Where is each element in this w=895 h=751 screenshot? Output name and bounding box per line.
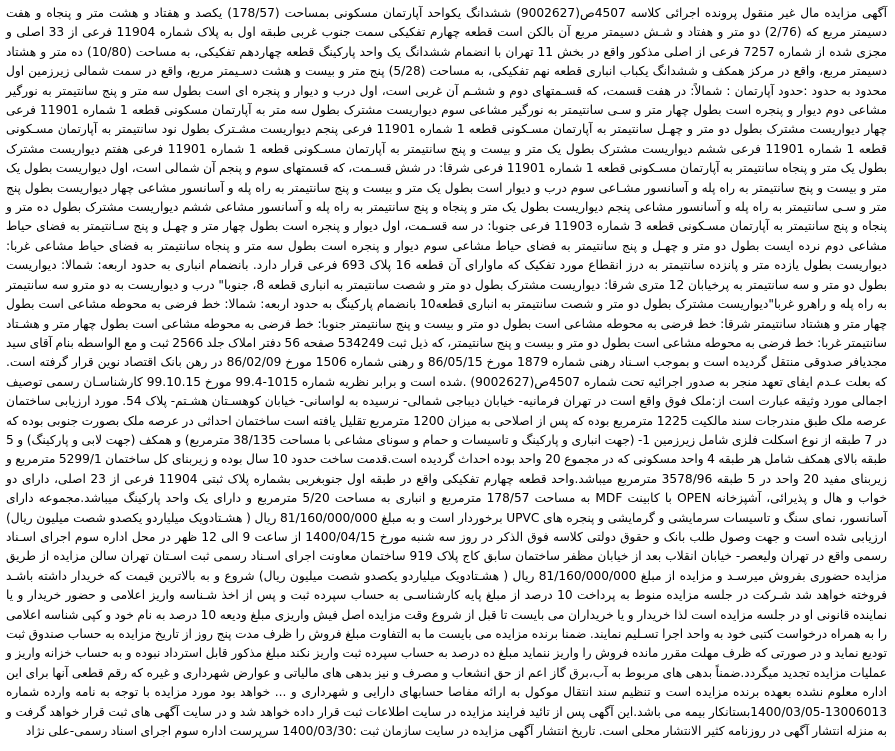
notice-body-text: آگهی مزایده مال غیر منقول پرونده اجرائی کلاسه 4507ص(9002627) ششدانگ یکواحد آپارتمان مسکونی بمساحت (178/57) یکصد و هفتاد و هشت متر و پنجاه و هفت دسیمتر مربع که (2/76) دو متر و هفتاد و شـش دسیمتر مربع آن بالکن است قطعه چهارم تفکیکی سمت جنوب غربی طبقه اول به پلاک شماره 11904 فرعی از 33 اصلی و مجزی شده از شماره 7257 فرعی از اصلی مذکور واقع در بخش 11 تهران با انضمام ششدانگ یک واحد پارکینگ قطعه چهاردهم تفکیکی، به مساحت (10/80) ده متر و هشتاد دسیمتر مربع، واقع در مرکز همکف و ششدانگ یکباب انباری قطعه نهم تفکیکی، به مساحت (5/28) پنج متر و بیست و هشت دسـیمتر مربع، واقع در سمت شمالی زیرزمین اول محدود به حدود :حدود آپارتمان : شمالاً: در هفت قسمت، که قسـمتهای دوم و ششـم آن غربی است، اول درب و دیوار و پنجره ای است بطول سه متر و پنج سانتیمتر به نورگیر مشاعی دوم دیوار و پنجره است بطول چهار متر و سـی سانتیمتر به نورگیر مشاعی سوم دیواریست مشترک بطول سه متر به آپارتمان مسکونی قطعه 1 شماره 11901 فرعی چهار دیواریست مشترک بطول دو متر و چهـل سانتیمتر به آپارتمان مسـکونی قطعه 1 شماره 11901 فرعی پنجم دیواریست مشـترک بطول نود سانتیمتر به آپارتمان مسـکونی قطعه 1 شماره 11901 فرعی ششم دیواریست مشترک بطول یک متر و بیست و پنج سانتیمتر به آپارتمان مسـکونی قطعه 1 شماره 11901 فرعی هفتم دیواریست مشترک بطول یک متر و پنجاه سانتیمتر به آپارتمان مسـکونی قطعه 1 شماره 11901 فرعی شرقا: در شش قسـمت، که قسمتهای سوم و پنجم آن شمالی است، اول دیواریست بطول یک متر و بیست و پنج سانتیمتر به راه پله و آسانسور مشـاعی سوم درب و دیوار است بطول یک متر و بیست و پنج سانتیمتر به راه پله و آسانسور مشاعی چهار دیواریست بطول پنج متر و سـی سانتیمتر به راه پله و آسانسور مشاعی پنجم دیواریست بطول یک متر و پنجاه و پنج سانتیمتر به راه پله و آسانسور مشاعی ششم دیواریست مشترک بطول ده متر و پنجاه و پنج سانتیمتر به آپارتمان مسـکونی قطعه 3 شماره 11903 فرعی جنوبا: در سه قسـمت، اول دیوار و پنجره است بطول چهار متر و چهـل و پنج سـانتیمتر به فضای حیاط مشاعی دوم نرده ایست بطول دو متر و چهـل و پنج سانتیمتر به فضای حیاط مشاعی سوم دیوار و پنجره است بطول سه متر و پنجاه سانتیمتر به فضای حیاط مشاعی غربا: دیواریست بطول یازده متر و پانزده سانتیمتر به درز انقطاع مورد تفکیک که ماوارای آن قطعه 16 پلاک 693 فرعی قرار دارد. بانضمام انباری به حدود اربعه: شمالا: دیواریست بطول دو متر و سه سانتیمتر به پرخیابان 12 متری شرقا: دیواریست مشترک بطول دو متر و شصت سانتیمتر به انباری قطعه 8، جنوبا" درب و دیواریست به دو مترو سه سانتیمتر به راه پله و راهرو غربا"دیواریست مشترک بطول دو متر و شصت سانتیمتر به انباری قطعه10 بانضمام پارکینگ به حدود اربعه: شمالا: خط فرضی به محوطه مشاعی است بطول چهار متر و هشتاد سانتیمتر شرقا: خط فرضی به محوطه مشاعی است بطول دو متر و بیست و پنج سانتیمتر جنوبا: خط فرضی به محوطه مشاعی است بطول چهار متر و هشـتاد سانتیمتر غربا: خط فرضی به محوطه مشاعی است بطول دو متر و بیست و پنج سانتیمتر، که ذیل ثبت 534249 صفحه 56 دفتر املاک جلد 2566 ثبت و مع الواسطه بنام آقای سید مجدیافر صدوقی منتقل گردیده است و بموجب اسـناد رهنی شماره 1879 مورخ 86/05/15 و رهنی شماره 1506 مورخ 86/02/09 در رهن بانک اقتصاد نوین قرار گرفته است. که بعلت عـدم ایفای تعهد منجر به صدور اجرائیه تحت شماره 4507ص(9002627) .شده است و برابر نظریه شماره 1015-99.4 مورخ 99.10.15 کارشناسـان رسمی توصیف اجمالی مورد وثیقه عبارت است از:ملک فوق واقع است در تهران فرمانیه- خیابان دیباجی شمالی- نرسیده به لواسانی- خیابان کوهسـتان هشـتم- پلاک 54. مورد ارزیابی ساختمان عرصه ملک طبق مندرجات سند مالکیت 1225 مترمربع بوده که پس از اصلاحی به میزان 1200 مترمربع تقلیل یافته است ساختمان احداثی در عرصه ملک بصورت جنوبی بوده که در 7 طبقه از نوع اسکلت فلزی شامل زیرزمین 1- (جهت انباری و پارکینگ و تاسیسات و حمام و سونای مشاعی با مساحت 38/135 مترمربع) و همکف (جهت لابی و پارکینگ) و 5 طبقه بالای همکف شامل هر طبقه 4 واحد مسکونی که در مجموع 20 واحد بوده احداث گردیده است.قدمت ساخت حدود 10 سال بوده و زیربنای کل ساختمان 5299/1 مترمربع و زیربنای مفید 20 واحد در 5 طبقه 3578/96 مترمربع میباشد.واحد قطعه چهارم تفکیکی واقع در طبقه اول جنوبغربی بشماره پلاک ثبتی 11904 فرعی از 23 اصلی، دارای دو خواب و هال و پذیرائی، آشپزخانه OPEN با کابینت MDF به مساحت 178/57 مترمربع و انباری به مساحت 5/20 مترمربع و دارای یک واحد پارکینگ میباشد.مجموعه دارای آسانسور، نمای سنگ و تاسیسات سرمایشی و گرمایشی و پنجره های UPVC برخوردار است و به مبلغ 81/160/000/000 ریال ( هشـتادویک میلیاردو یکصدو شصت میلیون ریال) ارزیابی شده است و جهت وصول طلب بانک و حقوق دولتی کلاسه فوق الذکر در روز سه شنبه مورخ 1400/04/15 از ساعت 9 الی 12 ظهر در محل اداره سوم اجرای اسـناد رسمی واقع در تهران ولیعصر- خیابان انقلاب بعد از خیابان مظفر ساختمان سابق کاج پلاک 919 ساختمان معاونت اجرای اسـناد رسمی ثبت اسـتان تهران سالن مزایده از طریق مزایده حضوری بفروش میرسـد و مزایده از مبلغ 81/160/000/000 ریال ( هشـتادویک میلیاردو یکصدو شصت میلیون ریال) شروع و به بالاترین قیمت که خریدار داشته باشـد فروخته خواهد شد شـرکت در جلسه مزایده منوط به پرداخت 10 درصد از مبلغ پایه کارشناسـی به حساب سپرده ثبت و پس از اخذ شـناسه واریز اعلامی و حضور خریدار و یا نماینده قانونی او در جلسه مزایده است لذا خریدار و یا خریداران می بایست تا قبل از شروع وقت مزایده اصل فیش واریزی مبلغ ودیعه 10 درصد به نام خود و کپی شناسه اعلامی را به همراه درخواست کتبی خود به واحد اجرا تسـلیم نمایند. ضمنا برنده مزایده می بایست ما به التفاوت مبلغ فروش را ظرف مدت پنج روز از تاریخ مزایده به حساب صندوق ثبت تودیع نماید و در صورتی که ظرف مهلت مقرر مانده فروش را واریز ننماید مبلغ ده درصد به حساب سپرده ثبت واریز نکند مبلغ مذکور قابل استرداد نبوده و به حساب خزانه واریز و عملیات مزایده تجدید میگردد.ضمناً بدهی های مربوط به آب،برق گاز اعم از حق انشعاب و مصرف و نیز بدهی های مالیاتی و عوارض شهرداری و غیره که رقم قطعی آنها برای این اداره معلوم نشده بعهده برنده مزایده است و تنظیم سند انتقال موکول به ارائه مفاصا حسابهای دارایی و شهرداری و ... خواهد بود مورد مزایده با توجه به نامه وارده شماره 13006013-1400/03/05بستانکار بیمه می باشد.این آگهی پس از تائید فرایند مزایده در سایت اطلاعات ثبت قرار داده خواهد شد و در سایت آگهی های ثبت قرار خواهد گرفت و به منزله انتشار آگهی در روزنامه کثیر الانتشار محلی است. تاریخ انتشار آگهی مزایده در سایت سازمان ثبت :1400/03/30 سرپرست اداره سوم اجرای اسناد رسمی-علی نژاد xyxy=(6,6,888,739)
